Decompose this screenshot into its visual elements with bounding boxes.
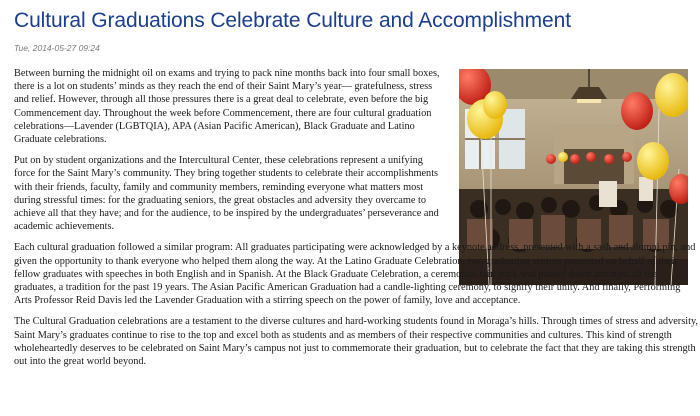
article-body (14, 67, 698, 376)
paragraph-4: The Cultural Graduation celebrations are a testament to the diverse cultures and hard-working students found in Moraga’s hills. Through times of stress and adversity, Saint Mary’s graduates continue to rise to the top and excel both as students and as members of their respective communities and cultures. This kind of strength wholeheartedly deserves to be celebrated on Saint Mary’s campus not just to commemorate their graduation, but to celebrate the fact that they are taking this strength out into the great world beyond. (14, 316, 698, 368)
article (14, 0, 698, 368)
paragraph-3: Each cultural graduation followed a similar program: All graduates participating were acknowledged by a keynote address, presented with a sash and alumni pin, and given the opportunity to thank everyone who helped them along the way. At the Latino Graduate Celebration, two graduating seniors presented on behalf of their fellow graduates with speeches in both English and in Spanish. At the Black Graduate Celebration, a ceremonial rain stick was passed down amongst all the graduates, a tradition for the past 19 years. The Asian Pacific American Graduation had a candle-lighting ceremony, to signify their unity. And finally, Performing Arts Professor Reid Davis led the Lavender Graduation with a stirring speech on the power of family, love and acceptance. (14, 242, 696, 307)
post-date: Tue, 2014-05-27 09:24 (14, 43, 100, 53)
paragraph-1: Between burning the midnight oil on exams and trying to pack nine months back into four small boxes, there is a lot on students’ minds as they reach the end of their Saint Mary’s year— gratefulness, stress and relief. However, through all those pressures there is a great deal to celebrate, even before the big Commencement day. Throughout the week before Commencement, there are four cultural graduation celebrations—Lavender (LGBTQIA), APA (Asian Pacific American), Black Graduate and Latino Graduate celebrations. (14, 68, 440, 146)
page-title: Cultural Graduations Celebrate Culture and Accomplishment (14, 9, 571, 32)
paragraph-2: Put on by student organizations and the Intercultural Center, these celebrations represent a unifying force for the Saint Mary’s community. They bring together students to celebrate their accomplishments with their friends, faculty, family and community members, reminding everyone what matters most during stressful times: for the graduating seniors, the great obstacles and adversity they overcame to achieve all that they have; and for the audience, to be inspired by the undergraduates’ perseverance and academic achievements. (14, 155, 439, 233)
